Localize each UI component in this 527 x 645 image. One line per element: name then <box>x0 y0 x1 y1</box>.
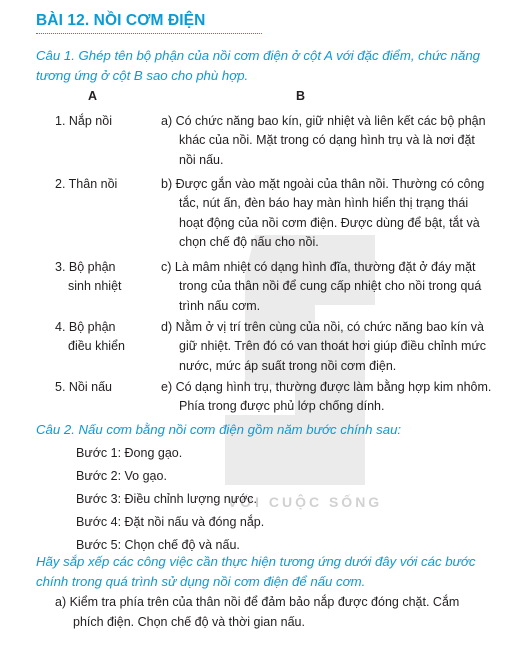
description-line: c) Là mâm nhiệt có dạng hình đĩa, thường đặt ở đáy mặt <box>161 260 476 274</box>
step-item: Bước 4: Đặt nồi nấu và đóng nắp. <box>76 515 265 529</box>
instruction-line-1: Hãy sắp xếp các công việc cần thực hiện tương ứng dưới đây với các bước <box>36 554 476 569</box>
description-line: nước, mức áp suất trong nồi cơm điện. <box>179 358 397 373</box>
column-a-cell <box>55 378 150 397</box>
column-b-cell <box>161 378 511 417</box>
question-2-instruction <box>36 552 506 592</box>
part-name-continued: sinh nhiệt <box>68 279 122 294</box>
description-line: d) Nằm ở vị trí trên cùng của nồi, có chức năng bao kín và <box>161 320 484 334</box>
part-name-continued: điều khiển <box>68 339 125 354</box>
description-line: tắc, nút ấn, đèn báo hay màn hình hiển thị trạng thái <box>179 196 469 211</box>
column-a-header: A <box>88 89 98 103</box>
step-item: Bước 5: Chọn chế độ và nấu. <box>76 538 240 552</box>
watermark-text: VỚI CUỘC SỐNG <box>227 494 383 510</box>
column-a-cell <box>55 112 150 131</box>
column-a-cell <box>55 258 150 297</box>
task-line-1: a) Kiểm tra phía trên của thân nồi để đảm bảo nắp được đóng chặt. Cắm <box>55 595 460 609</box>
column-b-cell <box>161 175 511 252</box>
task-item-a <box>55 592 510 632</box>
description-line: hoạt động của nồi cơm điện. Được dùng để bật, tắt và <box>179 215 480 230</box>
question-1 <box>36 46 506 86</box>
description-line: khác của nồi. Mặt trong có dạng hình trụ và là nơi đặt <box>179 133 475 148</box>
question-2: Câu 2. Nấu cơm bằng nồi cơm điện gồm năm bước chính sau: <box>36 422 402 437</box>
description-line: nồi nấu. <box>179 152 224 167</box>
part-name: 2. Thân nồi <box>55 177 118 191</box>
part-name: 3. Bộ phận <box>55 260 116 274</box>
step-item: Bước 3: Điều chỉnh lượng nước. <box>76 492 258 506</box>
title-underline <box>36 33 262 34</box>
description-line: chọn chế độ nấu cho nồi. <box>179 234 319 249</box>
part-name: 1. Nắp nồi <box>55 114 112 128</box>
description-line: e) Có dạng hình trụ, thường được làm bằng hợp kim nhôm. <box>161 380 492 394</box>
step-item: Bước 1: Đong gạo. <box>76 446 183 460</box>
description-line: giữ nhiệt. Trên đó có van thoát hơi giúp điều chỉnh mức <box>179 339 487 354</box>
lesson-title: BÀI 12. NỒI CƠM ĐIỆN <box>36 12 206 29</box>
column-b-header: B <box>296 89 306 103</box>
part-name: 5. Nồi nấu <box>55 380 112 394</box>
instruction-line-2: chính trong quá trình sử dụng nồi cơm điện để nấu cơm. <box>36 574 366 589</box>
cooking-steps-list <box>76 442 264 557</box>
description-line: trình nấu cơm. <box>179 298 261 313</box>
column-a-cell <box>55 175 150 194</box>
column-a-cell <box>55 318 150 357</box>
description-line: b) Được gắn vào mặt ngoài của thân nồi. Thường có công <box>161 177 485 191</box>
column-b-cell <box>161 112 511 170</box>
column-b-cell <box>161 258 511 316</box>
question-1-line-2: tương ứng ở cột B sao cho phù hợp. <box>36 68 249 83</box>
question-1-line-1: Câu 1. Ghép tên bộ phận của nồi cơm điện ở cột A với đặc điểm, chức năng <box>36 48 481 63</box>
part-name: 4. Bộ phận <box>55 320 116 334</box>
description-line: Phía trong được phủ lớp chống dính. <box>179 399 385 414</box>
step-item: Bước 2: Vo gạo. <box>76 469 167 483</box>
task-line-2: phích điện. Chọn chế độ và thời gian nấu. <box>73 615 305 629</box>
column-b-cell <box>161 318 511 376</box>
description-line: a) Có chức năng bao kín, giữ nhiệt và liên kết các bộ phận <box>161 114 486 128</box>
description-line: trong của thân nồi để cung cấp nhiệt cho nồi trong quá <box>179 279 482 294</box>
